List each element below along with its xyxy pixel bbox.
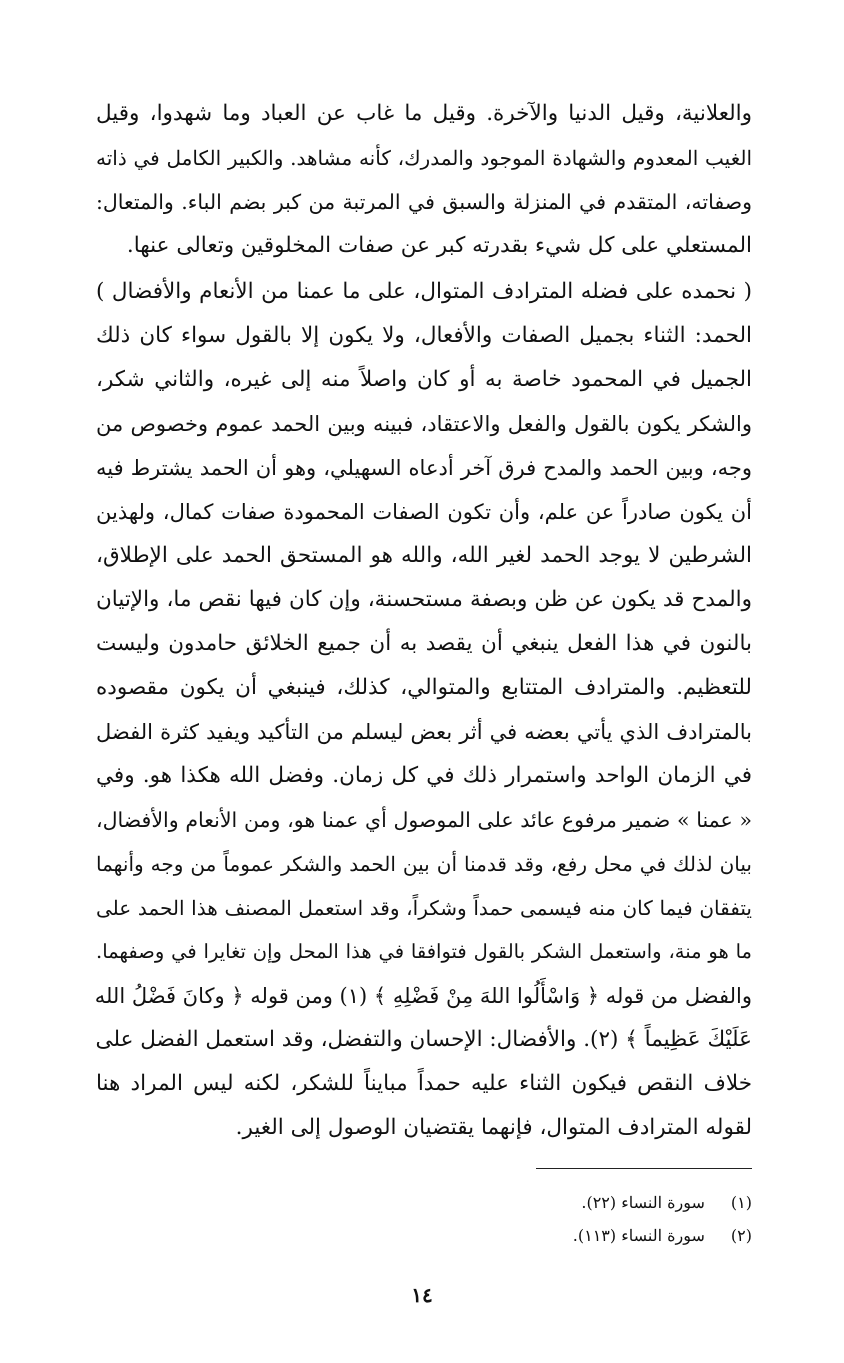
text-line: بالنون في هذا الفعل ينبغي أن يقصد به أن جميع الخلائق حامدون وليست (96, 631, 752, 656)
text-line: وصفاته، المتقدم في المنزلة والسبق في المرتبة من كبر بضم الباء. والمتعال: (96, 190, 752, 214)
footnote-divider (536, 1168, 752, 1169)
text-line: يتفقان فيما كان منه فيسمى حمداً وشكراً، وقد استعمل المصنف هذا الحمد على (96, 896, 752, 920)
text-line: في الزمان الواحد واستمرار ذلك في كل زمان. وفضل الله هكذا هو. وفي (96, 763, 752, 788)
text-line: وجه، وبين الحمد والمدح فرق آخر أدعاه السهيلي، وهو أن الحمد يشترط فيه (96, 456, 752, 480)
text-line: للتعظيم. والمترادف المتتابع والمتوالي، كذلك، فينبغي أن يكون مقصوده (96, 675, 752, 700)
text-line: أن يكون صادراً عن علم، وأن تكون الصفات المحمودة صفات كمال، ولهذين (96, 500, 752, 524)
text-line: الحمد: الثناء بجميل الصفات والأفعال، ولا يكون إلا بالقول سواء كان ذلك (96, 323, 752, 348)
text-line: الجميل في المحمود خاصة به أو كان واصلاً منه إلى غيره، والثاني شكر، (96, 367, 752, 392)
text-line: المستعلي على كل شيء بقدرته كبر عن صفات المخلوقين وتعالى عنها. (126, 233, 752, 258)
footnote-number: (٢) (730, 1226, 752, 1245)
footnote (352, 1186, 752, 1219)
footnote-text: سورة النساء (١١٣). (572, 1226, 705, 1245)
text-line: خلاف النقص فيكون الثناء عليه حمداً مبايناً للشكر، لكنه ليس المراد هنا (96, 1071, 752, 1096)
footnote (352, 1219, 752, 1252)
text-line: بالمترادف الذي يأتي بعضه في أثر بعض ليسلم من التأكيد ويفيد كثرة الفضل (96, 720, 752, 744)
section-heading: ( نحمده على فضله المترادف المتوال، على ما عمنا من الأنعام والأفضال ) (96, 279, 752, 304)
footnote-number: (١) (730, 1193, 752, 1212)
page-number: ١٤ (411, 1283, 433, 1307)
text-line: والعلانية، وقيل الدنيا والآخرة. وقيل ما غاب عن العباد وما شهدوا، وقيل (96, 101, 752, 126)
footnotes (352, 1186, 752, 1252)
text-line: ما هو منة، واستعمل الشكر بالقول فتوافقا في هذا المحل وإن تغايرا في وصفهما. (96, 940, 752, 963)
text-line: بيان لذلك في محل رفع، وقد قدمنا أن بين الحمد والشكر عموماً من وجه وأنهما (96, 852, 752, 876)
footnote-text: سورة النساء (٢٢). (581, 1193, 705, 1212)
main-text (96, 92, 752, 1150)
text-line: والشكر يكون بالقول والفعل والاعتقاد، فبينه وبين الحمد عموم وخصوص من (96, 412, 752, 436)
text-line: الغيب المعدوم والشهادة الموجود والمدرك، كأنه مشاهد. والكبير الكامل في ذاته (96, 146, 752, 170)
text-line: لقوله المترادف المتوال، فإنهما يقتضيان الوصول إلى الغير. (235, 1115, 752, 1140)
text-line: الشرطين لا يوجد الحمد لغير الله، والله هو المستحق الحمد على الإطلاق، (96, 543, 752, 568)
text-line: والمدح قد يكون عن ظن وبصفة مستحسنة، وإن كان فيها نقص ما، والإتيان (96, 587, 752, 612)
text-line: والفضل من قوله ﴿ وَاسْأَلُوا اللهَ مِنْ فَضْلِهِ ﴾ (١) ومن قوله ﴿ وكانَ فَضْلُ الله (94, 984, 752, 1008)
text-line: عَلَيْكَ عَظِيماً ﴾ (٢). والأفضال: الإحسان والتفضل، وقد استعمل الفضل على (95, 1027, 752, 1052)
text-line: « عمنا » ضمير مرفوع عائد على الموصول أي عمنا هو، ومن الأنعام والأفضال، (96, 808, 752, 832)
